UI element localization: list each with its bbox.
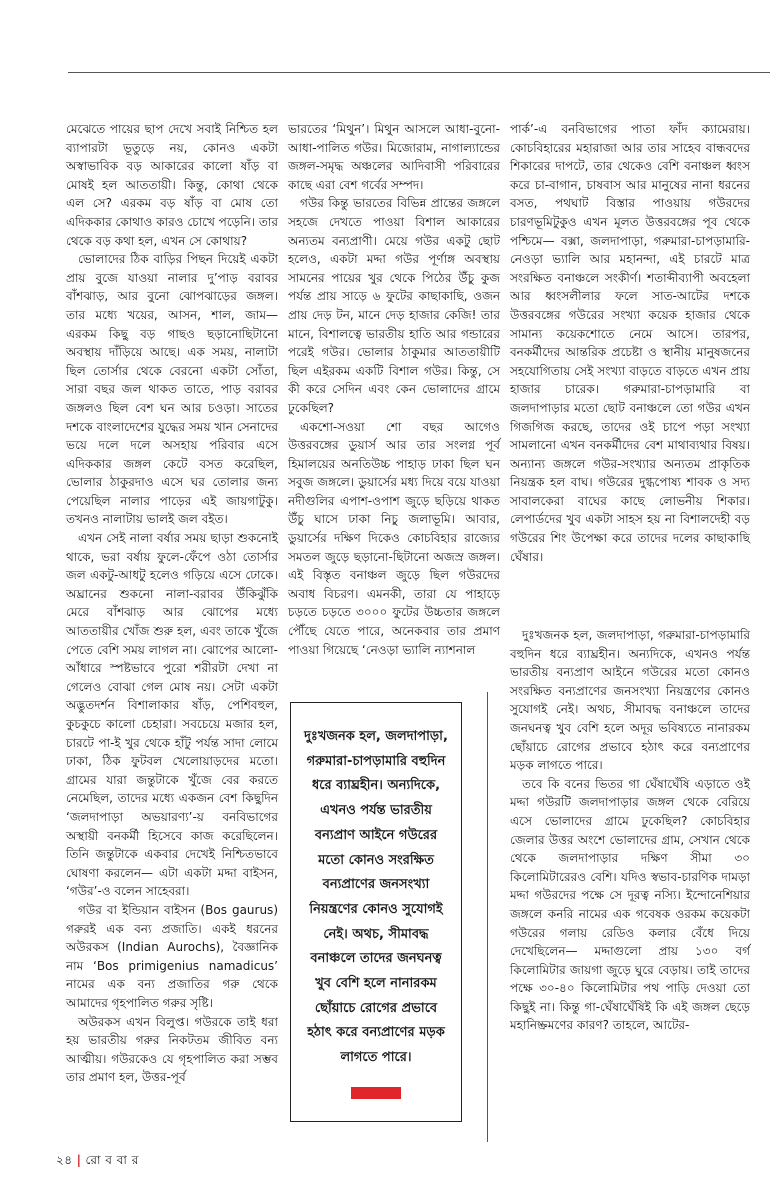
red-accent-bar: [351, 1087, 401, 1099]
magazine-name: রো ব বা র: [85, 1153, 139, 1167]
pull-quote-box: [290, 702, 462, 1122]
paragraph: দুঃখজনক হল, জলদাপাড়া, গরুমারা-চাপড়ামারি বহুদিন ধরে ব্যাঘ্রহীন। অন্যদিকে, এখনও পর্যন্ত ভারতীয় বন্যপ্রাণ আইনে গউরের মতো কোনও সংরক্ষিত বন্যপ্রাণের জনসংখ্যা নিয়ন্ত্রণের কোনও সুযোগই নেই। অথচ, সীমাবদ্ধ বনাঞ্চলে তাদের জনঘনত্ব খুব বেশি হলে অদূর ভবিষ্যতে নানারকম ছোঁয়াচে রোগের প্রভাবে হঠাৎ করে বন্যপ্রাণের মড়ক লাগতে পারে।: [510, 628, 750, 773]
article-column-3-lower: [510, 626, 750, 1035]
paragraph: ভারতের ‘মিথুন’। মিথুন আসলে আধা-বুনো-আধা-পালিত গউর। মিজোরাম, নাগাল্যান্ডের জঙ্গল-সমৃদ্ধ অঞ্চলের আদিবাসী পরিবারের কাছে এরা বেশ গর্বের সম্পদ।: [288, 122, 500, 192]
page-footer: [56, 1152, 139, 1172]
header-rule: [68, 72, 770, 73]
paragraph: পার্ক’-এ বনবিভাগের পাতা ফাঁদ ক্যামেরায়। কোচবিহারের মহারাজা আর তার সাহেব বান্ধবদের শিকারের দাপটে, তার থেকেও বেশি বনাঞ্চল ধ্বংস করে চা-বাগান, চাষবাস আর মানুষের নানা ধরনের বসত, পথঘাট বিস্তার পাওয়ায় গউরদের চারণভূমিটুকুও এখন মূলত উত্তরবঙ্গের পূব থেকে পশ্চিমে— বক্সা, জলদাপাড়া, গরুমারা-চাপড়ামারি-নেওড়া ভ্যালি আর মহানন্দা, এই চারটে মাত্র সংরক্ষিত বনাঞ্চলে সংকীর্ণ। শতাব্দীব্যাপী অবহেলা আর ধ্বংসলীলার ফলে সাত-আটের দশকে উত্তরবঙ্গের গউরের সংখ্যা কয়েক হাজার থেকে সামান্য কয়েকশোতে নেমে আসে। তারপর, বনকর্মীদের আন্তরিক প্রচেষ্টা ও স্থানীয় মানুষজনের সহযোগিতায় সেই সংখ্যা বাড়তে বাড়তে এখন প্রায় হাজার চারেক। গরুমারা-চাপড়ামারি বা জলদাপাড়ার মতো ছোট বনাঞ্চলে তো গউর এখন গিজগিজ করছে, তাদের ওই চাপে পড়া সংখ্যা সামলানো এখন বনকর্মীদের বেশ মাথাব্যথার বিষয়। অন্যান্য জঙ্গলে গউর-সংখ্যার অন্যতম প্রাকৃতিক নিয়ন্ত্রক হল বাঘ। গউরের দুগ্ধপোষ্য শাবক ও সদ্য সাবালকেরা বাঘের কাছে লোভনীয় শিকার। লেপার্ডদের খুব একটা সাহস হয় না বিশালদেহী বড় গউরের শিং উপেক্ষা করে তাদের দলের কাছাকাছি ঘেঁষার।: [510, 122, 750, 564]
page-number: ২৪: [56, 1153, 73, 1167]
footer-separator: |: [76, 1153, 82, 1167]
paragraph: তবে কি বনের ভিতর গা ঘেঁষাঘেঁষি এড়াতে ওই মদ্দা গউরটি জলদাপাড়ার জঙ্গল থেকে বেরিয়ে এসে ভোলাদের গ্রামে ঢুকেছিল? কোচবিহার জেলার উত্তর অংশে ভোলাদের গ্রাম, সেখান থেকে থেকে জলদাপাড়ার দক্ষিণ সীমা ৩০ কিলোমিটারেরও বেশি। যদিও স্বভাব-চারণিক দামড়া মদ্দা গউরদের পক্ষে সে দূরত্ব নস্যি। ইন্দোনেশিয়ার জঙ্গলে কনরি নামের এক গবেষক ওরকম কয়েকটা গউরের গলায় রেডিও কলার বেঁধে দিয়ে দেখেছিলেন— মদ্দাগুলো প্রায় ১৩০ বর্গ কিলোমিটার জায়গা জুড়ে ঘুরে বেড়ায়। তাই তাদের পক্ষে ৩০-৪০ কিলোমিটার পথ পাড়ি দেওয়া তো কিছুই না। কিন্তু গা-ঘেঁষাঘেঁষিই কি এই জঙ্গল ছেড়ে মহানিষ্ক্রমণের কারণ? তাহলে, আটের-: [510, 776, 750, 1033]
paragraph: একশো-সওয়া শো বছর আগেও উত্তরবঙ্গের ডুয়ার্স আর তার সংলগ্ন পূর্ব হিমালয়ের অনতিউচ্চ পাহাড় ঢাকা ছিল ঘন সবুজ জঙ্গলে। ডুয়ার্সের মধ্য দিয়ে বয়ে যাওয়া নদীগুলির এপাশ-ওপাশ জুড়ে ছড়িয়ে থাকত উঁচু ঘাসে ঢাকা নিচু জলাভূমি। আবার, ডুয়ার্সের দক্ষিণ দিকেও কোচবিহার রাজ্যের সমতল জুড়ে ছড়ানো-ছিটানো অজস্র জঙ্গল। এই বিস্তৃত বনাঞ্চল জুড়ে ছিল গউরদের অবাধ বিচরণ। এমনকী, তারা যে পাহাড়ে চড়তে চড়তে ৩০০০ ফুটের উচ্চতার জঙ্গলে পৌঁছে যেতে পারে, অনেকবার তার প্রমাণ পাওয়া গিয়েছে ‘নেওড়া ভ্যালি ন্যাশনাল: [288, 419, 500, 657]
paragraph: এখন সেই নালা বর্ষার সময় ছাড়া শুকনোই থাকে, ভরা বর্ষায় ফুলে-ফেঁপে ওঠা তোর্সার জল একটু-আধটু হলেও গড়িয়ে এসে ঢোকে। অঘ্রানের শুকনো নালা-বরাবর উঁকিঝুঁকি মেরে বাঁশঝাড় আর ঝোপের মধ্যে আততায়ীর খোঁজ শুরু হল, এবং তাকে খুঁজে পেতে বেশি সময় লাগল না। ঝোপের আলো-আঁধারে স্পষ্টভাবে পুরো শরীরটা দেখা না গেলেও বোঝা গেল মোষ নয়। সেটা একটা অদ্ভুতদর্শন বিশালাকার ষাঁড়, পেশিবহুল, কুচকুচে কালো চেহারা। সবচেয়ে মজার হল, চারটে পা-ই খুর থেকে হাঁটু পর্যন্ত সাদা লোমে ঢাকা, ঠিক ফুটবল খেলোয়াড়দের মতো। গ্রামের যারা জন্তুটাকে খুঁজে বের করতে নেমেছিল, তাদের মধ্যে একজন বেশ কিছুদিন ‘জলদাপাড়া অভয়ারণ্য’-য় বনবিভাগের অস্থায়ী বনকর্মী হিসেবে কাজ করেছিলেন। তিনি জন্তুটাকে একবার দেখেই নিশ্চিতভাবে ঘোষণা করলেন— এটা একটা মদ্দা বাইসন, ‘গউর’-ও বলেন সাহেবরা।: [66, 531, 278, 899]
article-column-2: [288, 120, 500, 659]
paragraph: অউরকস এখন বিলুপ্ত। গউরকে তাই ধরা হয় ভারতীয় গরুর নিকটতম জীবিত বন্য আত্মীয়। গউরকেও যে গৃহপালিত করা সম্ভব তার প্রমাণ হল, উত্তর-পূর্ব: [66, 1014, 278, 1085]
article-column-1: [66, 120, 278, 1087]
paragraph: মেঝেতে পায়ের ছাপ দেখে সবাই নিশ্চিত হল ব্যাপারটা ভূতুড়ে নয়, কোনও একটা অস্বাভাবিক বড় আকারের কালো ষাঁড় বা মোষই হল আততায়ী। কিন্তু, কোথা থেকে এল সে? এরকম বড় ষাঁড় বা মোষ তো এদিককার কোথাও কারও চোখে পড়েনি। তার থেকে বড় কথা হল, এখন সে কোথায়?: [66, 122, 278, 248]
paragraph: গউর কিন্তু ভারতের বিভিন্ন প্রান্তের জঙ্গলে সহজে দেখতে পাওয়া বিশাল আকারের অন্যতম বন্যপ্রাণী। মেয়ে গউর একটু ছোট হলেও, একটা মদ্দা গউর পূর্ণাঙ্গ অবস্থায় সামনের পায়ের খুর থেকে পিঠের উঁচু কুজ পর্যন্ত প্রায় সাড়ে ৬ ফুটের কাছাকাছি, ওজন প্রায় দেড় টন, মানে দেড় হাজার কেজি! তার মানে, বিশালত্বে ভারতীয় হাতি আর গন্ডারের পরেই গউর। ভোলার ঠাকুমার আততায়ীটি ছিল এইরকম একটি বিশাল গউর। কিন্তু, সে কী করে সেদিন এবং কেন ভোলাদের গ্রামে ঢুকেছিল?: [288, 196, 500, 415]
pull-quote-text: দুঃখজনক হল, জলদাপাড়া, গরুমারা-চাপড়ামারি বহুদিন ধরে ব্যাঘ্রহীন। অন্যদিকে, এখনও পর্যন্ত ভারতীয় বন্যপ্রাণ আইনে গউরের মতো কোনও সংরক্ষিত বন্যপ্রাণের জনসংখ্যা নিয়ন্ত্রণের কোনও সুযোগই নেই। অথচ, সীমাবদ্ধ বনাঞ্চলে তাদের জনঘনত্ব খুব বেশি হলে নানারকম ছোঁয়াচে রোগের প্রভাবে হঠাৎ করে বন্যপ্রাণের মড়ক লাগতে পারে।: [304, 729, 448, 1066]
paragraph: ভোলাদের ঠিক বাড়ির পিছন দিয়েই একটা প্রায় বুজে যাওয়া নালার দু’পাড় বরাবর বাঁশঝাড়, আর বুনো ঝোপঝাড়ের জঙ্গল। তার মধ্যে খয়ের, আসন, শাল, জাম— এরকম কিছু বড় গাছও ছড়ানোছিটানো অবস্থায় দাঁড়িয়ে আছে। এক সময়, নালাটা ছিল তোর্সার থেকে বেরনো একটা সোঁতা, সারা বছর জল থাকত তাতে, পাড় বরাবর জঙ্গলও ছিল বেশ ঘন আর চওড়া। সাতের দশকে বাংলাদেশের যুদ্ধের সময় খান সেনাদের ভয়ে দলে দলে অসহায় পরিবার এসে এদিককার জঙ্গল কেটে বসত করেছিল, ভোলার ঠাকুরদাও এসে ঘর তোলার জন্য পেয়েছিল নালার পাড়ের এই জায়গাটুকু। তখনও নালাটায় ভালই জল বইত।: [66, 252, 278, 527]
paragraph: গউর বা ইন্ডিয়ান বাইসন (Bos gaurus) গরুরই এক বন্য প্রজাতি। একই ধরনের অউরকস (Indian Aurochs), বৈজ্ঞানিক নাম ‘Bos primigenius namadicus’ নামের এক বন্য প্রজাতির গরু থেকে আমাদের গৃহপালিত গরুর সৃষ্টি।: [66, 902, 278, 1010]
article-column-3: [510, 120, 750, 566]
column-divider: [487, 692, 488, 1142]
